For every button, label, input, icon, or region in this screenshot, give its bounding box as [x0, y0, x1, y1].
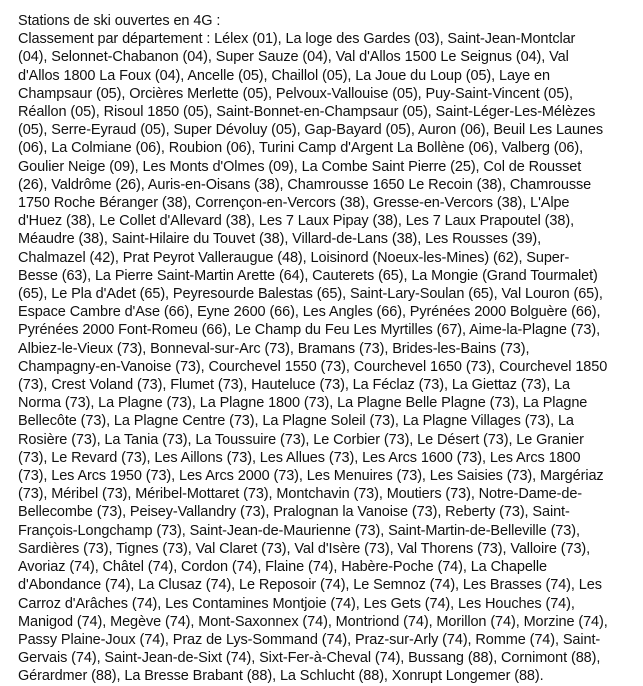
document	[18, 12, 608, 686]
document-title: Stations de ski ouvertes en 4G :	[18, 13, 221, 29]
document-body: Classement par département : Lélex (01), La loge des Gardes (03), Saint-Jean-Montclar (04), Selonnet-Chabanon (04), Super Sauze (04), Val d'Allos 1500 Le Seignus (04), Val d'Allos 1800 La Foux (04), Ancelle (05), Chaillol (05), La Joue du Loup (05), Laye en Champsaur (05), Orcières Merlette (05), Pelvoux-Vallouise (05), Puy-Saint-Vincent (05), Réallon (05), Risoul 1850 (05), Saint-Bonnet-en-Champsaur (05), Saint-Léger-Les-Mélèzes (05), Serre-Eyraud (05), Super Dévoluy (05), Gap-Bayard (05), Auron (06), Beuil Les Launes (06), La Colmiane (06), Roubion (06), Turini Camp d'Argent La Bollène (06), Valberg (06), Goulier Neige (09), Les Monts d'Olmes (09), La Combe Saint Pierre (25), Col de Rousset (26), Valdrôme (26), Auris-en-Oisans (38), Chamrousse 1650 Le Recoin (38), Chamrousse 1750 Roche Béranger (38), Corrençon-en-Vercors (38), Gresse-en-Vercors (38), L'Alpe d'Huez (38), Le Collet d'Allevard (38), Les 7 Laux Pipay (38), Les 7 Laux Prapoutel (38), Méaudre (38), Saint-Hilaire du Touvet (38), Villard-de-Lans (38), Les Rousses (39), Chalmazel (42), Prat Peyrot Valleraugue (48), Loisinord (Noeux-les-Mines) (62), Super-Besse (63), La Pierre Saint-Martin Arette (64), Cauterets (65), La Mongie (Grand Tourmalet) (65), Le Pla d'Adet (65), Peyresourde Balestas (65), Saint-Lary-Soulan (65), Val Louron (65), Espace Cambre d'Ase (66), Eyne 2600 (66), Les Angles (66), Pyrénées 2000 Bolguère (66), Pyrénées 2000 Font-Romeu (66), Le Champ du Feu Les Myrtilles (67), Aime-la-Plagne (73), Albiez-le-Vieux (73), Bonneval-sur-Arc (73), Bramans (73), Brides-les-Bains (73), Champagny-en-Vanoise (73), Courchevel 1550 (73), Courchevel 1650 (73), Courchevel 1850 (73), Crest Voland (73), Flumet (73), Hauteluce (73), La Féclaz (73), La Giettaz (73), La Norma (73), La Plagne (73), La Plagne 1800 (73), La Plagne Belle Plagne (73), La Plagne Bellecôte (73), La Plagne Centre (73), La Plagne Soleil (73), La Plagne Villages (73), La Rosière (73), La Tania (73), La Toussuire (73), Le Corbier (73), Le Désert (73), Le Granier (73), Le Revard (73), Les Aillons (73), Les Allues (73), Les Arcs 1600 (73), Les Arcs 1800 (73), Les Arcs 1950 (73), Les Arcs 2000 (73), Les Menuires (73), Les Saisies (73), Margériaz (73), Méribel (73), Méribel-Mottaret (73), Montchavin (73), Moutiers (73), Notre-Dame-de-Bellecombe (73), Peisey-Vallandry (73), Pralognan la Vanoise (73), Reberty (73), Saint-François-Longchamp (73), Saint-Jean-de-Maurienne (73), Saint-Martin-de-Belleville (73), Sardières (73), Tignes (73), Val Claret (73), Val d'Isère (73), Val Thorens (73), Valloire (73), Avoriaz (74), Châtel (74), Cordon (74), Flaine (74), Habère-Poche (74), La Chapelle d'Abondance (74), La Clusaz (74), Le Reposoir (74), Le Semnoz (74), Les Brasses (74), Les Carroz d'Arâches (74), Les Contamines Montjoie (74), Les Gets (74), Les Houches (74), Manigod (74), Megève (74), Mont-Saxonnex (74), Montriond (74), Morillon (74), Morzine (74), Passy Plaine-Joux (74), Praz de Lys-Sommand (74), Praz-sur-Arly (74), Romme (74), Saint-Gervais (74), Saint-Jean-de-Sixt (74), Sixt-Fer-à-Cheval (74), Bussang (88), Cornimont (88), Gérardmer (88), La Bresse Brabant (88), La Schlucht (88), Xonrupt Longemer (88).	[18, 31, 608, 685]
